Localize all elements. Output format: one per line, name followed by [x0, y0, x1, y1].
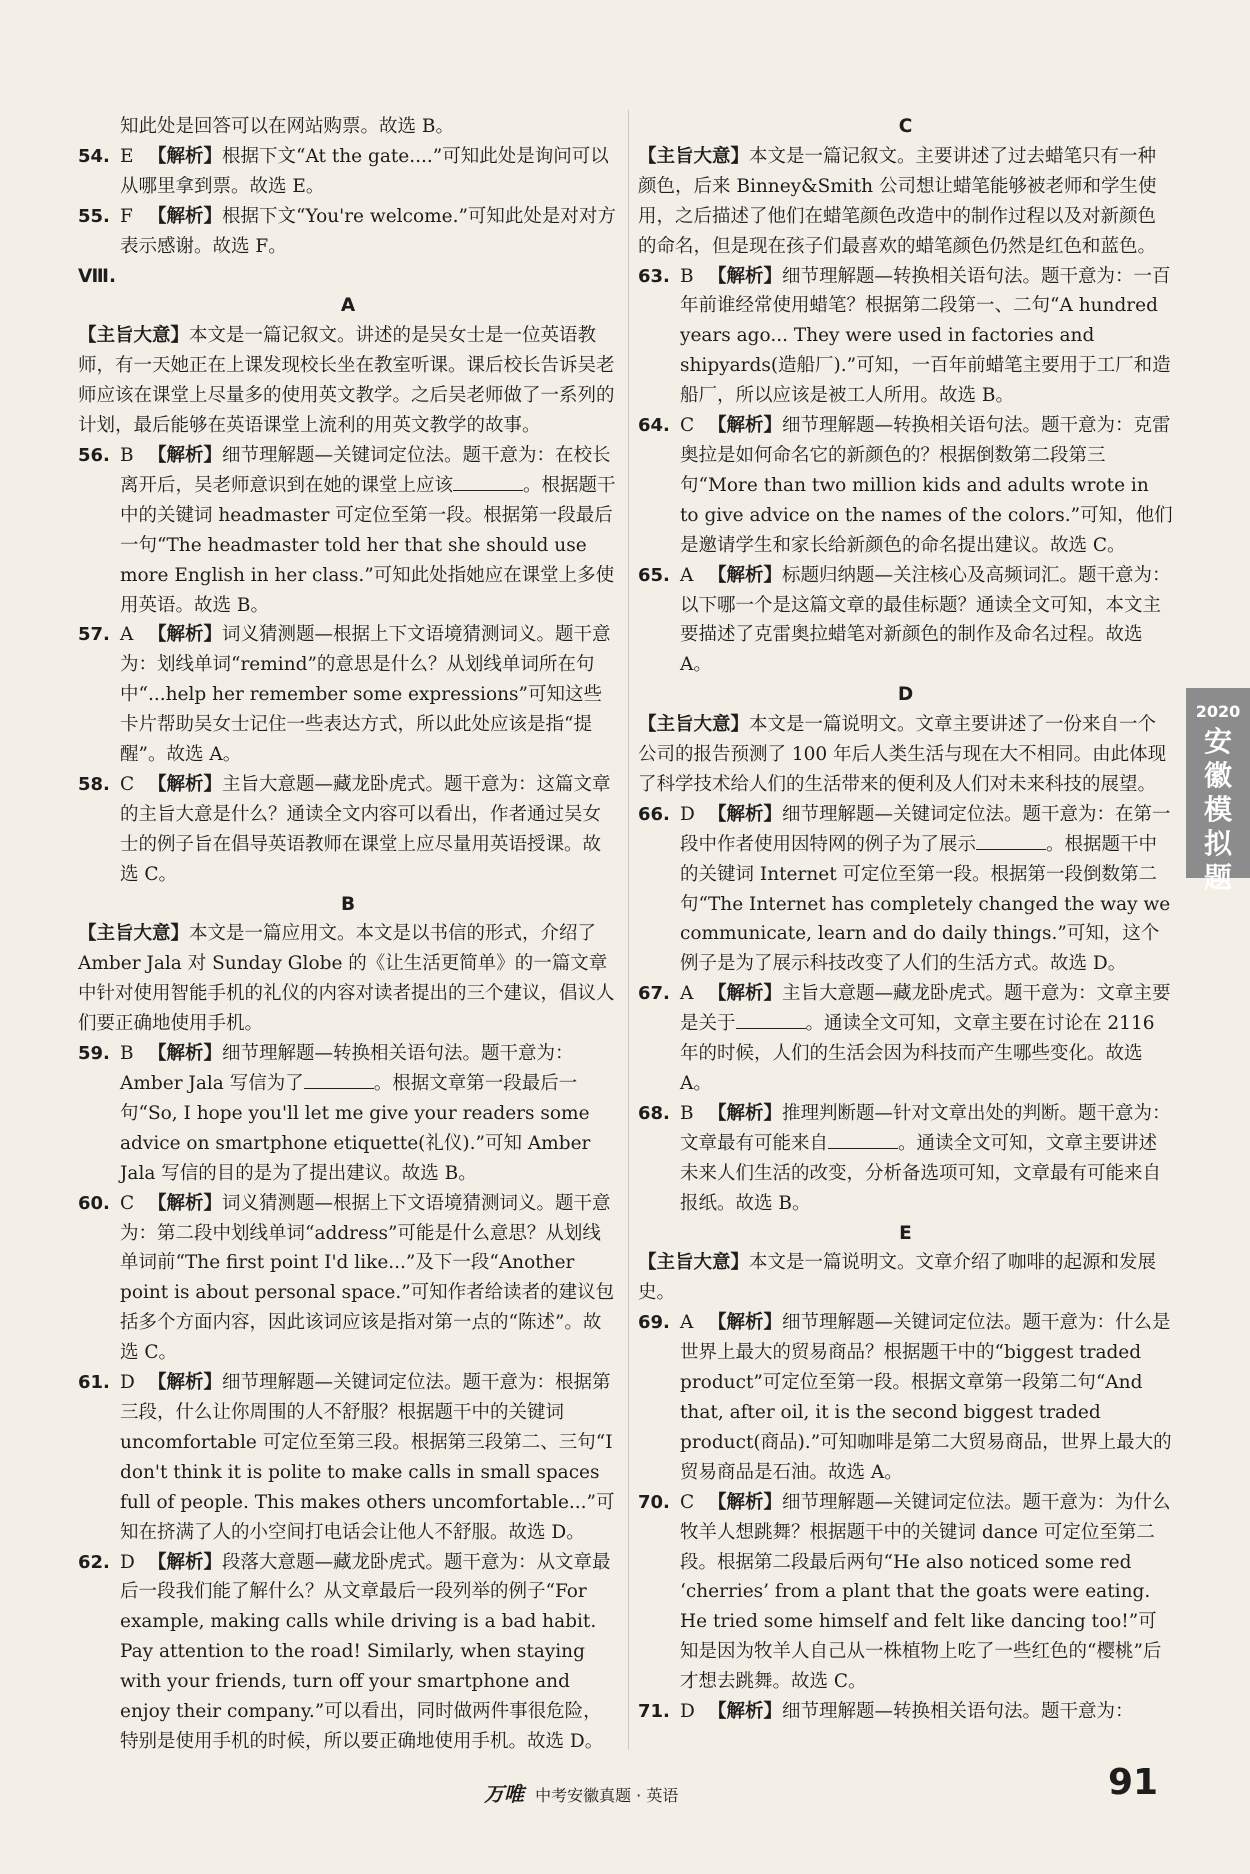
answer-letter: A [120, 624, 134, 646]
answer-blank [453, 472, 523, 491]
analysis-text: 细节理解题—转换相关语句法。题干意为：一百年前谁经常使用蜡笔？根据第二段第一、二句“A hundred years ago... They were used in factories and shipyards(造船厂).”可知，一百年前蜡笔主要用于工厂和造船厂，所以应该是被工人所用。故选 B。 [680, 265, 1171, 407]
analysis-text: 推理判断题—针对文章出处的判断。题干意为：文章最有可能来自 [680, 1102, 1171, 1154]
question-number: 70. [638, 1491, 670, 1513]
answer-item [78, 1189, 618, 1368]
question-number: 68. [638, 1102, 670, 1124]
main-idea-paragraph [638, 1248, 1173, 1308]
analysis-tag: 【解析】 [148, 624, 223, 646]
footer-book-title: 中考安徽真题 · 英语 [535, 1786, 679, 1805]
section-heading: A [340, 295, 356, 317]
question-number: 69. [638, 1312, 670, 1334]
answer-item [78, 620, 618, 770]
analysis-text: 词义猜测题—根据上下文语境猜测词义。题干意为：划线单词“remind”的意思是什么？从划线单词所在句中“...help her remember some expressions”可知这些卡片帮助吴女士记住一些表达方式，所以此处应该是指“提醒”。故选 A。 [120, 624, 611, 766]
part-heading: Ⅷ. [78, 265, 116, 287]
answer-letter: E [120, 145, 134, 167]
analysis-tag: 【解析】 [708, 803, 783, 825]
answer-blank [976, 831, 1046, 850]
analysis-text: 根据下文“You're welcome.”可知此处是对对方表示感谢。故选 F。 [120, 205, 616, 257]
main-idea-text: 本文是一篇说明文。文章主要讲述了一份来自一个公司的报告预测了 100 年后人类生活与现在大不相同。由此体现了科学技术给人们的生活带来的便利及人们对未来科技的展望。 [638, 714, 1167, 795]
answer-letter: F [120, 205, 133, 227]
main-idea-tag: 【主旨大意】 [638, 145, 750, 167]
answer-letter: D [680, 1701, 695, 1723]
analysis-text: 。根据文章第一段最后一句“So, I hope you'll let me give your readers some advice on smartphone etiquette(礼仪).”可知 Amber Jala 写信的目的是为了提出建议。故选 B。 [120, 1073, 591, 1184]
analysis-tag: 【解析】 [708, 265, 783, 287]
question-number: 56. [78, 444, 110, 466]
question-number: 62. [78, 1551, 110, 1573]
question-number: 67. [638, 983, 670, 1005]
question-number: 54. [78, 145, 110, 167]
answer-item [638, 1099, 1173, 1219]
analysis-text: 细节理解题—转换相关语句法。题干意为： [782, 1701, 1134, 1723]
analysis-tag: 【解析】 [708, 1701, 783, 1723]
section-heading: D [897, 684, 914, 706]
analysis-text: 。通读全文可知，文章主要在讨论在 2116 年的时候，人们的生活会因为科技而产生哪些变化。故选 A。 [680, 1013, 1155, 1094]
question-number: 66. [638, 803, 670, 825]
analysis-tag: 【解析】 [708, 1491, 783, 1513]
continued-text: 知此处是回答可以在网站购票。故选 B。 [120, 116, 454, 137]
answer-blank [304, 1070, 374, 1089]
analysis-text: 。根据题干中的关键词 Internet 可定位至第一段。根据第一段倒数第二句“The Internet has completely changed the way we communicate, learn and do daily things.”可知，这个例子是为了展示科技改变了人们的生活方式。故选 D。 [680, 833, 1171, 975]
section-heading: C [898, 116, 913, 137]
analysis-tag: 【解析】 [148, 205, 223, 227]
analysis-tag: 【解析】 [708, 983, 783, 1005]
question-number: 65. [638, 564, 670, 586]
answer-letter: B [680, 265, 694, 287]
question-number: 63. [638, 265, 670, 287]
analysis-tag: 【解析】 [148, 1551, 223, 1573]
answer-item [638, 1488, 1173, 1697]
main-idea-paragraph [78, 919, 618, 1039]
page-number: 91 [1108, 1762, 1159, 1803]
answer-letter: C [120, 773, 135, 795]
analysis-text: 。通读全文可知，文章主要讲述未来人们生活的改变，分析备选项可知，文章最有可能来自报纸。故选 B。 [680, 1132, 1162, 1214]
answer-letter: B [120, 444, 134, 466]
answer-item [78, 1368, 618, 1547]
footer-brand-logo: 万唯 [484, 1782, 524, 1806]
answer-letter: C [120, 1192, 135, 1214]
question-number: 61. [78, 1372, 110, 1394]
analysis-text: 细节理解题—关键词定位法。题干意为：在校长离开后，吴老师意识到在她的课堂上应该 [120, 444, 611, 496]
answer-item [78, 202, 618, 262]
main-idea-text: 本文是一篇记叙文。主要讲述了过去蜡笔只有一种颜色，后来 Binney&Smith 公司想让蜡笔能够被老师和学生使用，之后描述了他们在蜡笔颜色改造中的制作过程以及对新颜色的命名，但是现在孩子们最喜欢的蜡笔颜色仍然是红色和蓝色。 [638, 145, 1157, 257]
answer-item [78, 1039, 618, 1189]
answer-letter: C [680, 1491, 695, 1513]
answer-item [638, 800, 1173, 979]
analysis-tag: 【解析】 [148, 444, 223, 466]
section-heading: E [899, 1222, 912, 1244]
answer-item [78, 441, 618, 620]
analysis-text: 主旨大意题—藏龙卧虎式。题干意为：文章主要是关于 [680, 983, 1171, 1035]
question-number: 59. [78, 1043, 110, 1065]
main-idea-tag: 【主旨大意】 [78, 923, 190, 945]
analysis-tag: 【解析】 [708, 415, 783, 437]
analysis-text: 根据下文“At the gate....”可知此处是询问可以从哪里拿到票。故选 E。 [120, 145, 609, 197]
analysis-text: 细节理解题—关键词定位法。题干意为：什么是世界上最大的贸易商品？根据题干中的“biggest traded product”可定位至第一段。根据文章第一段第二句“And that, after oil, it is the second biggest traded product(商品).”可知咖啡是第二大贸易商品，世界上最大的贸易商品是石油。故选 A。 [680, 1312, 1172, 1483]
analysis-tag: 【解析】 [708, 1102, 783, 1124]
analysis-text: 细节理解题—关键词定位法。题干意为：为什么牧羊人想跳舞？根据题干中的关键词 dance 可定位至第二段。根据第二段最后两句“He also noticed some red ‘cherries’ from a plant that the goats were eating. He tried some himself and felt like dancing too!”可知是因为牧羊人自己从一株植物上吃了一些红色的“樱桃”后才想去跳舞。故选 C。 [680, 1491, 1171, 1693]
main-idea-tag: 【主旨大意】 [638, 714, 750, 736]
answer-letter: C [680, 415, 695, 437]
analysis-text: 细节理解题—关键词定位法。题干意为：根据第三段，什么让你周围的人不舒服？根据题干中的关键词 uncomfortable 可定位至第三段。根据第三段第二、三句“I don't think it is polite to make calls in small spaces full of people. This makes others uncomfortable...”可知在挤满了人的小空间打电话会让他人不舒服。故选 D。 [120, 1372, 615, 1543]
answer-item [638, 262, 1173, 412]
left-column [78, 112, 618, 1757]
answer-letter: D [680, 803, 695, 825]
section-heading: B [340, 893, 356, 915]
answer-item [638, 561, 1173, 681]
analysis-tag: 【解析】 [148, 1043, 223, 1065]
page-footer [484, 1778, 884, 1807]
question-number: 64. [638, 415, 670, 437]
answer-blank [736, 1010, 806, 1029]
analysis-text: 词义猜测题—根据上下文语境猜测词义。题干意为：第二段中划线单词“address”可能是什么意思？从划线单词前“The first point I'd like...”及下一段“Another point is about personal space.”可知作者给读者的建议包括多个方面内容，因此该词应该是指对第一点的“陈述”。故选 C。 [120, 1192, 615, 1364]
answer-item [638, 411, 1173, 561]
analysis-tag: 【解析】 [148, 773, 223, 795]
answer-letter: B [120, 1043, 134, 1065]
question-number: 71. [638, 1701, 670, 1723]
answer-item [78, 142, 618, 202]
analysis-text: 细节理解题—转换相关语句法。题干意为：克雷奥拉是如何命名它的新颜色的？根据倒数第二段第三句“More than two million kids and adults wrote in to give advice on the names of the colors.”可知，他们是邀请学生和家长给新颜色的命名提出建议。故选 C。 [680, 415, 1173, 556]
side-tab-year: 2020 [1195, 702, 1241, 721]
answer-item [78, 770, 618, 890]
analysis-tag: 【解析】 [708, 564, 783, 586]
question-number: 55. [78, 205, 110, 227]
analysis-text: 。根据题干中的关键词 headmaster 可定位至第一段。根据第一段最后一句“The headmaster told her that she should use more English in her class.”可知此处指她应在课堂上多使用英语。故选 B。 [120, 474, 616, 616]
main-idea-paragraph [638, 710, 1173, 800]
analysis-text: 主旨大意题—藏龙卧虎式。题干意为：这篇文章的主旨大意是什么？通读全文内容可以看出，作者通过吴女士的例子旨在倡导英语教师在课堂上应尽量用英语授课。故选 C。 [120, 773, 611, 885]
column-divider [628, 110, 629, 1750]
answer-letter: D [120, 1372, 135, 1394]
analysis-tag: 【解析】 [148, 1372, 223, 1394]
main-idea-tag: 【主旨大意】 [78, 325, 190, 347]
analysis-tag: 【解析】 [148, 145, 223, 167]
main-idea-paragraph [638, 142, 1173, 262]
answer-item [638, 1308, 1173, 1487]
answer-letter: A [680, 1312, 694, 1334]
answer-letter: A [680, 983, 694, 1005]
answer-item [638, 1697, 1173, 1727]
right-column [638, 112, 1173, 1727]
main-idea-text: 本文是一篇应用文。本文是以书信的形式，介绍了 Amber Jala 对 Sunday Globe 的《让生活更简单》的一篇文章中针对使用智能手机的礼仪的内容对读者提出的三个建议，倡议人们要正确地使用手机。 [78, 923, 615, 1035]
main-idea-paragraph [78, 321, 618, 441]
analysis-tag: 【解析】 [708, 1312, 783, 1334]
analysis-text: 细节理解题—关键词定位法。题干意为：在第一段中作者使用因特网的例子为了展示 [680, 803, 1171, 855]
answer-letter: B [680, 1102, 694, 1124]
question-number: 60. [78, 1192, 110, 1214]
answer-letter: D [120, 1551, 135, 1573]
answer-item [78, 1548, 618, 1757]
question-number: 58. [78, 773, 110, 795]
main-idea-text: 本文是一篇说明文。文章介绍了咖啡的起源和发展史。 [638, 1252, 1157, 1304]
analysis-text: 标题归纳题—关注核心及高频词汇。题干意为：以下哪一个是这篇文章的最佳标题？通读全文可知，本文主要描述了克雷奥拉蜡笔对新颜色的制作及命名过程。故选 A。 [680, 564, 1171, 676]
side-tab [1186, 688, 1250, 894]
analysis-text: 段落大意题—藏龙卧虎式。题干意为：从文章最后一段我们能了解什么？从文章最后一段列举的例子“For example, making calls while driving is a bad habit. Pay attention to the road! Similarly, when staying with your friends, turn off your smartphone and enjoy their company.”可以看出，同时做两件事很危险，特别是使用手机的时候，所以要正确地使用手机。故选 D。 [120, 1551, 611, 1752]
main-idea-tag: 【主旨大意】 [638, 1252, 750, 1274]
question-number: 57. [78, 624, 110, 646]
main-idea-text: 本文是一篇记叙文。讲述的是吴女士是一位英语教师，有一天她正在上课发现校长坐在教室听课。课后校长告诉吴老师应该在课堂上尽量多的使用英文教学。之后吴老师做了一系列的计划，最后能够在英语课堂上流利的用英文教学的故事。 [78, 325, 615, 437]
side-tab-label: 安徽模拟题 [1203, 725, 1232, 894]
answer-item [638, 979, 1173, 1099]
analysis-text: 细节理解题—转换相关语句法。题干意为：Amber Jala 写信为了 [120, 1043, 574, 1094]
answer-blank [828, 1130, 898, 1149]
answer-letter: A [680, 564, 694, 586]
analysis-tag: 【解析】 [148, 1192, 223, 1214]
